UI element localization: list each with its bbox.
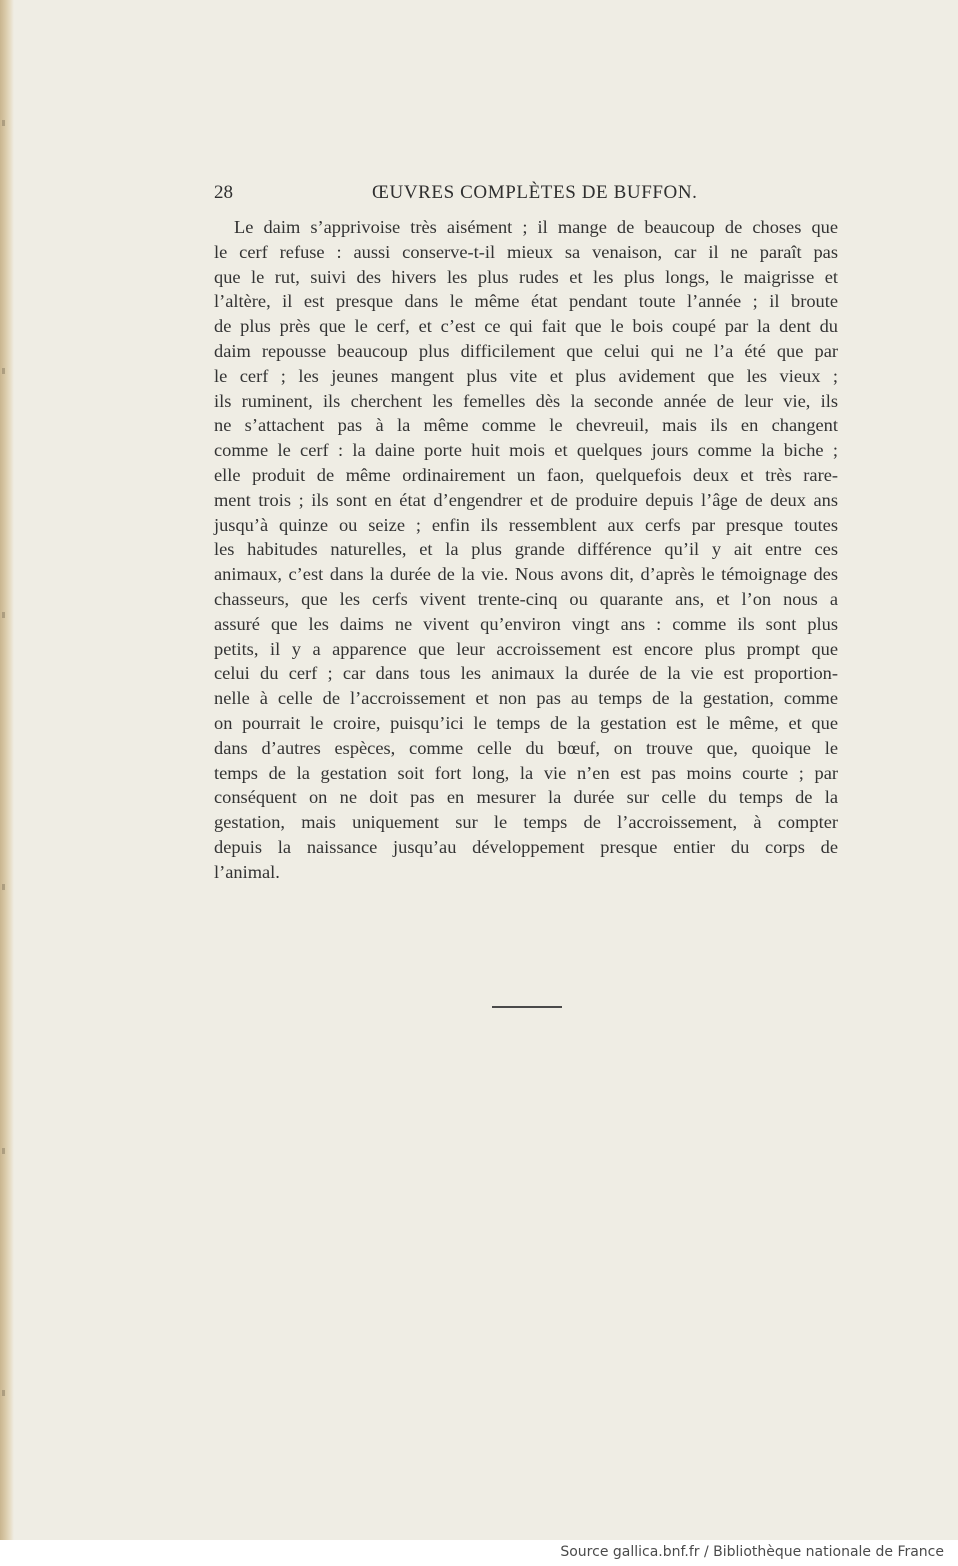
paper-speck <box>2 368 5 374</box>
paper-speck <box>2 884 5 890</box>
source-credit: Source gallica.bnf.fr / Bibliothèque nationale de France <box>560 1544 944 1560</box>
text-line: ment trois ; ils sont en état d’engendrer et de produire depuis l’âge de deux ans <box>214 489 838 510</box>
text-line: Le daim s’apprivoise très aisément ; il mange de beaucoup de choses que <box>234 217 838 237</box>
paper-speck <box>2 1390 5 1396</box>
page-binding-edge <box>0 0 14 1540</box>
paper-speck <box>2 1148 5 1154</box>
body-paragraph <box>214 215 838 885</box>
text-line: depuis la naissance jusqu’au développement presque entier du corps de <box>214 836 838 857</box>
text-line: le cerf refuse : aussi conserve-t-il mieux sa venaison, car il ne paraît pas <box>214 241 838 262</box>
text-line: on pourrait le croire, puisqu’ici le temps de la gestation est le même, et que <box>214 712 838 733</box>
text-line: chasseurs, que les cerfs vivent trente-cinq ou quarante ans, et l’on nous a <box>214 588 838 609</box>
paper-speck <box>2 612 5 618</box>
text-line: l’animal. <box>214 861 280 882</box>
text-line: dans d’autres espèces, comme celle du bœuf, on trouve que, quoique le <box>214 737 838 758</box>
text-line: le cerf ; les jeunes mangent plus vite et plus avidement que les vieux ; <box>214 365 838 386</box>
text-line: comme le cerf : la daine porte huit mois et quelques jours comme la biche ; <box>214 440 838 461</box>
section-end-rule <box>492 1006 562 1008</box>
text-line: daim repousse beaucoup plus difficilement que celui qui ne l’a été que par <box>214 340 838 361</box>
text-line: que le rut, suivi des hivers les plus rudes et les plus longs, le maigrisse et <box>214 266 838 287</box>
source-footer <box>0 1540 958 1566</box>
text-line: elle produit de même ordinairement un faon, quelquefois deux et très rare- <box>214 464 838 485</box>
text-line: gestation, mais uniquement sur le temps de l’accroissement, à compter <box>214 812 838 833</box>
text-line: l’altère, il est presque dans le même état pendant toute l’année ; il broute <box>214 291 838 312</box>
paper-speck <box>2 120 5 126</box>
running-head <box>214 180 846 206</box>
text-line: animaux, c’est dans la durée de la vie. Nous avons dit, d’après le témoignage des <box>214 564 838 585</box>
text-line: ne s’attachent pas à la même comme le chevreuil, mais ils en changent <box>214 415 838 436</box>
text-line: nelle à celle de l’accroissement et non pas au temps de la gestation, comme <box>214 688 838 709</box>
page-number: 28 <box>214 182 233 203</box>
book-title-header: ŒUVRES COMPLÈTES DE BUFFON. <box>372 182 698 203</box>
text-line: temps de la gestation soit fort long, la vie n’en est pas moins courte ; par <box>214 762 838 783</box>
text-line: de plus près que le cerf, et c’est ce qui fait que le bois coupé par la dent du <box>214 316 838 337</box>
text-line: jusqu’à quinze ou seize ; enfin ils ressemblent aux cerfs par presque toutes <box>214 514 838 535</box>
text-line: les habitudes naturelles, et la plus grande différence qu’il y ait entre ces <box>214 539 838 560</box>
text-line: celui du cerf ; car dans tous les animaux la durée de la vie est proportion- <box>214 663 838 684</box>
text-line: conséquent on ne doit pas en mesurer la durée sur celle du temps de la <box>214 787 838 808</box>
text-line: assuré que les daims ne vivent qu’environ vingt ans : comme ils sont plus <box>214 613 838 634</box>
text-line: petits, il y a apparence que leur accroissement est encore plus prompt que <box>214 638 838 659</box>
text-line: ils ruminent, ils cherchent les femelles dès la seconde année de leur vie, ils <box>214 390 838 411</box>
